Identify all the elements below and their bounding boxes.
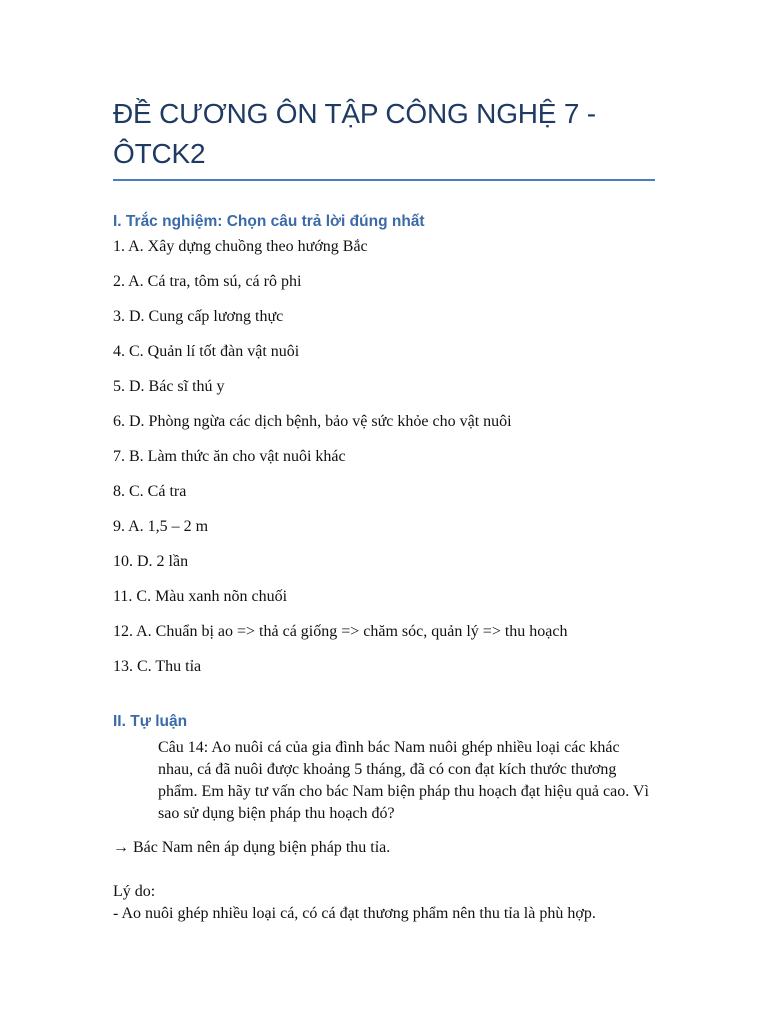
answer-12: 12. A. Chuẩn bị ao => thả cá giống => chăm sóc, quản lý => thu hoạch bbox=[113, 623, 568, 640]
answer-7: 7. B. Làm thức ăn cho vật nuôi khác bbox=[113, 448, 346, 465]
answer-10: 10. D. 2 lần bbox=[113, 553, 189, 570]
essay-answer: → Bác Nam nên áp dụng biện pháp thu tỉa. bbox=[113, 839, 391, 856]
answer-8: 8. C. Cá tra bbox=[113, 483, 187, 500]
answer-1: 1. A. Xây dựng chuồng theo hướng Bắc bbox=[113, 238, 368, 255]
question-14: Câu 14: Ao nuôi cá của gia đình bác Nam nuôi ghép nhiều loại các khác nhau, cá đã nuôi được khoảng 5 tháng, đã có con đạt kích thước thương phẩm. Em hãy tư vấn cho bác Nam biện pháp thu hoạch đạt hiệu quả cao. Vì sao sử dụng biện pháp thu hoạch đó? bbox=[158, 739, 649, 822]
title-line-2: ÔTCK2 bbox=[113, 138, 206, 169]
answer-4: 4. C. Quản lí tốt đàn vật nuôi bbox=[113, 343, 300, 360]
title-line-1: ĐỀ CƯƠNG ÔN TẬP CÔNG NGHỆ 7 - bbox=[113, 98, 596, 129]
reason-label: Lý do: bbox=[113, 883, 156, 900]
answer-11: 11. C. Màu xanh nõn chuối bbox=[113, 588, 288, 605]
answer-13: 13. C. Thu tỉa bbox=[113, 658, 202, 675]
section-2-heading: II. Tự luận bbox=[113, 713, 188, 730]
answer-6: 6. D. Phòng ngừa các dịch bệnh, bảo vệ sức khỏe cho vật nuôi bbox=[113, 413, 512, 430]
answer-9: 9. A. 1,5 – 2 m bbox=[113, 518, 209, 535]
answer-2: 2. A. Cá tra, tôm sú, cá rô phi bbox=[113, 273, 302, 290]
answer-3: 3. D. Cung cấp lương thực bbox=[113, 308, 284, 325]
answer-5: 5. D. Bác sĩ thú y bbox=[113, 378, 225, 395]
document-title bbox=[113, 94, 655, 174]
section-1-heading: I. Trắc nghiệm: Chọn câu trả lời đúng nhất bbox=[113, 213, 425, 230]
reason-item-1: - Ao nuôi ghép nhiều loại cá, có cá đạt thương phẩm nên thu tỉa là phù hợp. bbox=[113, 905, 596, 922]
title-divider bbox=[113, 179, 655, 181]
